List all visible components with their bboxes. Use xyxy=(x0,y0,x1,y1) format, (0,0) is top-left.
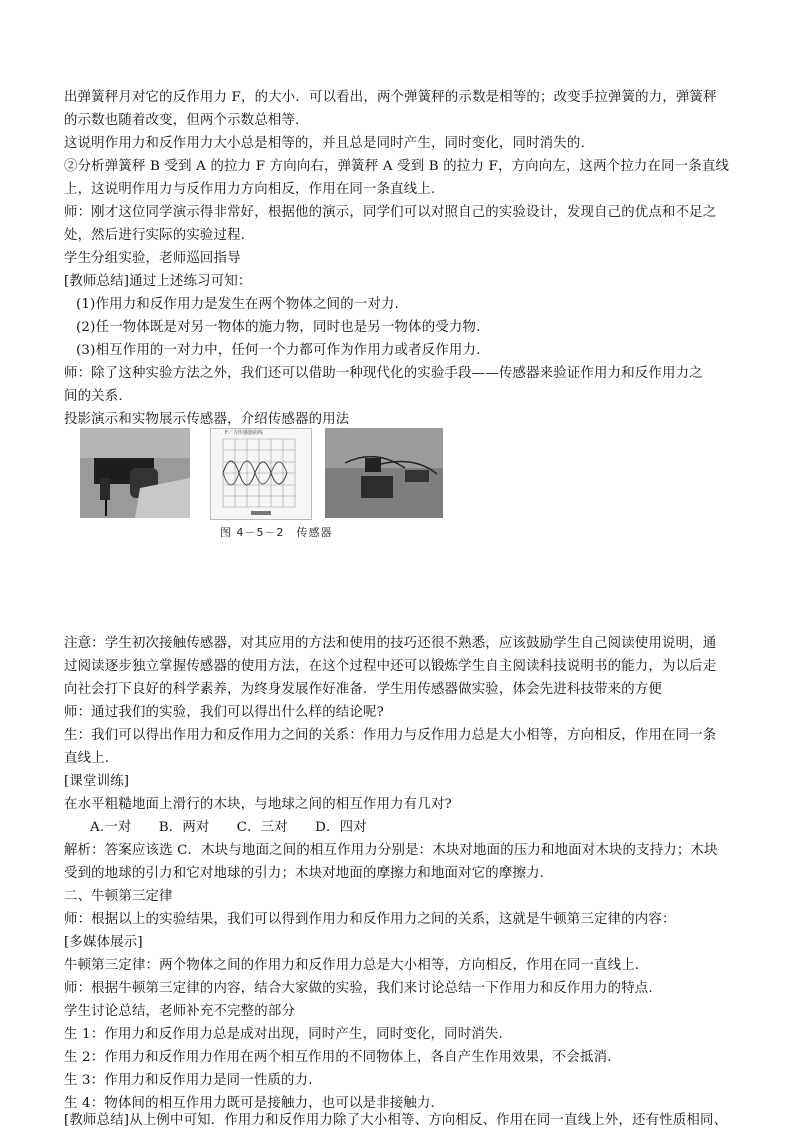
text-line: 师：除了这种实验方法之外，我们还可以借助一种现代化的实验手段——传感器来验证作用力和反作用力之 xyxy=(64,366,703,381)
text-line: [多媒体展示] xyxy=(64,935,143,950)
text-line: 的示数也随着改变，但两个示数总相等. xyxy=(64,113,300,128)
sensor-figure xyxy=(80,428,700,548)
list-item: (3)相互作用的一对力中，任何一个力都可作为作用力或者反作用力. xyxy=(76,343,481,358)
text-line: 投影演示和实物展示传感器，介绍传感器的用法 xyxy=(64,412,350,427)
text-line: 学生分组实验，老师巡回指导 xyxy=(64,251,241,266)
chart-title: F／力传感器曲线 xyxy=(225,430,263,436)
text-line: 这说明作用力和反作用力大小总是相等的，并且总是同时产生，同时变化，同时消失的. xyxy=(64,136,585,151)
text-line: [教师总结]通过上述练习可知： xyxy=(64,274,252,289)
text-line: [教师总结]从上例中可知．作用力和反作用力除了大小相等、方向相反、作用在同一直线上外，还有性质相同、 xyxy=(64,1113,728,1128)
text-line: 上，这说明作用力与反作用力方向相反，作用在同一条直线上. xyxy=(64,182,436,197)
text-line: 注意：学生初次接触传感器，对其应用的方法和使用的技巧还很不熟悉，应该鼓励学生自己阅读使用说明，通 xyxy=(64,636,717,651)
text-line: 师：刚才这位同学演示得非常好，根据他的演示，同学们可以对照自己的实验设计，发现自己的优点和不足之 xyxy=(64,205,717,220)
question-text: 在水平粗糙地面上滑行的木块，与地球之间的相互作用力有几对? xyxy=(64,797,452,812)
text-line: ②分析弹簧秤 B 受到 A 的拉力 F 方向向右，弹簧秤 A 受到 B 的拉力 F，方向向左，这两个拉力在同一条直线 xyxy=(64,159,730,174)
text-line: 处，然后进行实际的实验过程. xyxy=(64,228,246,243)
text-line: 师：根据牛顿第三定律的内容，结合大家做的实验，我们来讨论总结一下作用力和反作用力的特点. xyxy=(64,981,653,996)
text-line: 生 2：作用力和反作用力作用在两个相互作用的不同物体上，各自产生作用效果，不会抵消. xyxy=(64,1050,612,1065)
text-line: 生 1：作用力和反作用力总是成对出现，同时产生，同时变化，同时消失. xyxy=(64,1027,503,1042)
text-line: 出弹簧秤月对它的反作用力 F，的大小．可以看出，两个弹簧秤的示数是相等的；改变手拉弹簧的力，弹簧秤 xyxy=(64,90,717,105)
sensor-photo-right xyxy=(325,428,443,518)
answer-options: A.一对 B．两对 C．三对 D．四对 xyxy=(90,820,367,835)
section-heading: 二、牛顿第三定律 xyxy=(64,889,173,904)
text-line: 牛顿第三定律：两个物体之间的作用力和反作用力总是大小相等，方向相反，作用在同一直线上. xyxy=(64,958,640,973)
figure-caption: 图 4－5－2 传感器 xyxy=(220,526,333,539)
text-line: 学生讨论总结，老师补充不完整的部分 xyxy=(64,1004,296,1019)
text-line: 生 3：作用力和反作用力是同一性质的力. xyxy=(64,1073,313,1088)
list-item: (2)任一物体既是对另一物体的施力物，同时也是另一物体的受力物. xyxy=(76,320,481,335)
text-line: 生 4：物体间的相互作用力既可是接触力，也可以是非接触力. xyxy=(64,1096,435,1111)
text-line: 解析：答案应该选 C．木块与地面之间的相互作用力分别是：木块对地面的压力和地面对木块的支持力；木块 xyxy=(64,843,718,858)
text-line: 直线上. xyxy=(64,751,110,766)
text-line: 生：我们可以得出作用力和反作用力之间的关系：作用力与反作用力总是大小相等，方向相反，作用在同一条 xyxy=(64,728,717,743)
text-line: 过阅读逐步独立掌握传感器的使用方法，在这个过程中还可以锻炼学生自主阅读科技说明书的能力，为以后走 xyxy=(64,659,717,674)
text-line: 间的关系. xyxy=(64,389,123,404)
text-line: 师：通过我们的实验，我们可以得出什么样的结论呢? xyxy=(64,705,384,720)
text-line: 受到的地球的引力和它对地球的引力；木块对地面的摩擦力和地面对它的摩擦力. xyxy=(64,866,545,881)
section-heading: [课堂训练] xyxy=(64,774,130,789)
text-line: 向社会打下良好的科学素养，为终身发展作好准备．学生用传感器做实验，体会先进科技带来的方便 xyxy=(64,682,662,697)
sensor-chart-thumbnail xyxy=(210,428,312,520)
list-item: (1)作用力和反作用力是发生在两个物体之间的一对力. xyxy=(76,297,400,312)
sensor-photo-left xyxy=(80,428,190,518)
text-line: 师：根据以上的实验结果，我们可以得到作用力和反作用力之间的关系，这就是牛顿第三定律的内容： xyxy=(64,912,676,927)
